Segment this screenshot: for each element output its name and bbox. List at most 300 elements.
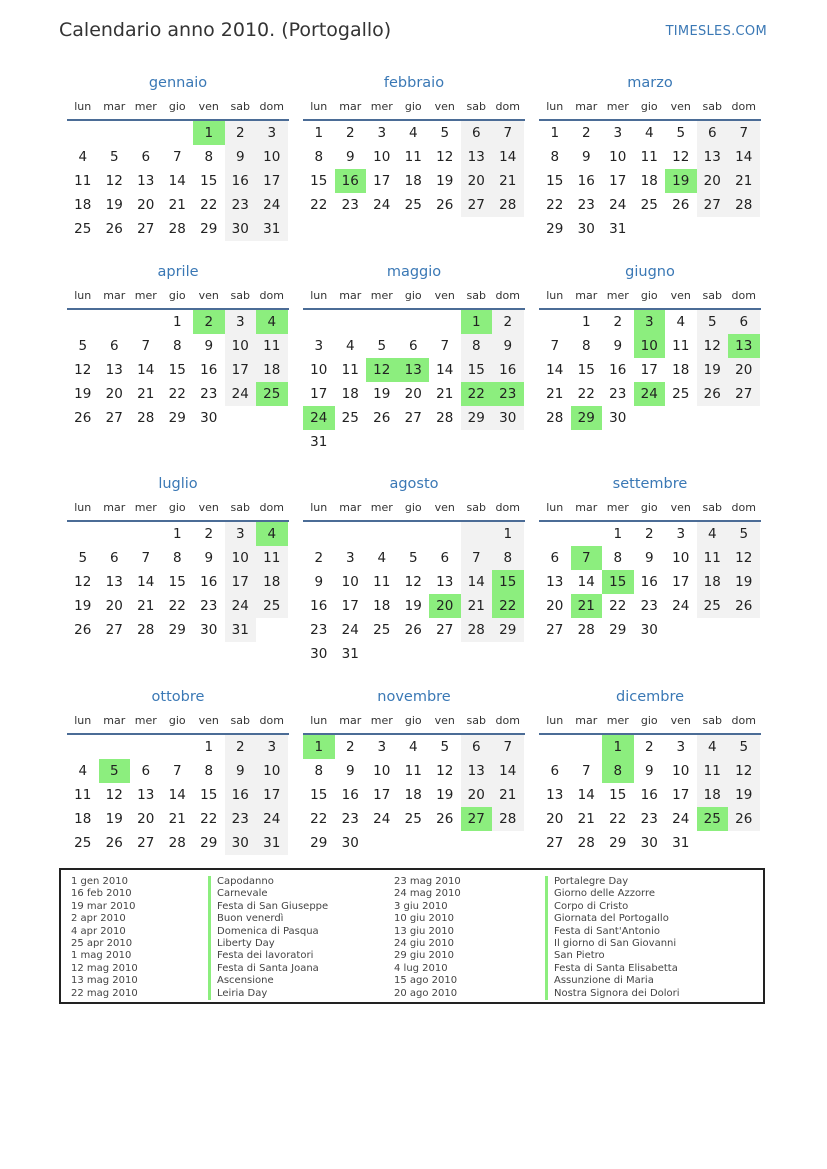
day-cell: 19: [728, 570, 760, 594]
day-cell: 6: [141, 149, 151, 165]
day-cell: 21: [546, 386, 564, 402]
weekday-label: sab: [466, 100, 486, 113]
weekday-header: [67, 709, 289, 735]
empty-cell: [429, 522, 461, 546]
day-cell: 27: [728, 382, 760, 406]
day-cell: 20: [461, 783, 493, 807]
day-cell: 6: [550, 763, 560, 779]
day-cell: 15: [200, 787, 218, 803]
empty-cell: [130, 310, 162, 334]
holiday-day-cell: 16: [335, 169, 367, 193]
day-cell: 17: [373, 787, 391, 803]
day-cell: 12: [728, 759, 760, 783]
day-cell: 4: [377, 550, 387, 566]
day-cell: 4: [78, 149, 88, 165]
holiday-day-cell: 21: [571, 594, 603, 618]
day-cell: 29: [200, 221, 218, 237]
weekday-header: [303, 709, 525, 735]
weekday-label: sab: [702, 289, 722, 302]
day-cell: 20: [461, 169, 493, 193]
day-cell: 23: [341, 811, 359, 827]
holiday-day-cell: 4: [256, 522, 288, 546]
day-grid: [303, 735, 525, 855]
weekday-header: [539, 496, 761, 522]
holiday-day-cell: 25: [697, 807, 729, 831]
day-cell: 13: [105, 362, 123, 378]
day-cell: 21: [168, 197, 186, 213]
empty-cell: [398, 522, 430, 546]
day-cell: 13: [697, 145, 729, 169]
day-cell: 8: [613, 550, 623, 566]
weekday-label: ven: [670, 100, 691, 113]
day-cell: 17: [341, 598, 359, 614]
day-cell: 5: [676, 125, 686, 141]
legend-date: 4 apr 2010: [71, 925, 126, 937]
day-cell: 9: [204, 550, 214, 566]
holiday-day-cell: 20: [429, 594, 461, 618]
day-cell: 7: [550, 338, 560, 354]
day-grid: [539, 735, 761, 855]
legend-holiday-name: Capodanno: [208, 876, 328, 888]
day-cell: 2: [613, 314, 623, 330]
legend-holiday-name: Corpo di Cristo: [545, 901, 680, 913]
day-cell: 20: [137, 811, 155, 827]
legend-date: 1 gen 2010: [71, 876, 129, 887]
day-grid: [303, 522, 525, 666]
holiday-day-cell: 24: [634, 382, 666, 406]
day-cell: 27: [137, 221, 155, 237]
day-cell: 8: [172, 338, 182, 354]
day-cell: 7: [728, 121, 760, 145]
day-cell: 23: [225, 193, 257, 217]
day-cell: 7: [141, 338, 151, 354]
weekday-label: mar: [339, 501, 362, 514]
day-cell: 17: [672, 574, 690, 590]
day-cell: 15: [310, 787, 328, 803]
legend-holiday-name: Il giorno di San Giovanni: [545, 938, 680, 950]
day-cell: 4: [644, 125, 654, 141]
day-cell: 14: [436, 362, 454, 378]
day-cell: 2: [345, 125, 355, 141]
weekday-label: ven: [198, 100, 219, 113]
weekday-label: gio: [404, 714, 422, 727]
weekday-label: gio: [168, 501, 186, 514]
day-cell: 10: [225, 334, 257, 358]
day-cell: 26: [672, 197, 690, 213]
day-cell: 28: [168, 835, 186, 851]
day-grid: [539, 310, 761, 430]
day-cell: 7: [581, 763, 591, 779]
weekday-label: lun: [74, 100, 92, 113]
holiday-day-cell: 15: [602, 570, 634, 594]
day-cell: 26: [105, 835, 123, 851]
legend-date: 12 mag 2010: [71, 962, 138, 974]
day-cell: 11: [404, 149, 422, 165]
day-cell: 3: [225, 522, 257, 546]
day-cell: 23: [640, 598, 658, 614]
day-cell: 20: [404, 386, 422, 402]
holiday-day-cell: 29: [571, 406, 603, 430]
day-cell: 13: [461, 145, 493, 169]
day-cell: 24: [225, 594, 257, 618]
day-cell: 28: [577, 835, 595, 851]
day-cell: 24: [256, 807, 288, 831]
day-cell: 30: [577, 221, 595, 237]
day-cell: 10: [256, 145, 288, 169]
day-grid: [539, 522, 761, 642]
empty-cell: [67, 121, 99, 145]
day-cell: 15: [546, 173, 564, 189]
legend-holiday-name: Festa di Santa Elisabetta: [545, 963, 680, 975]
legend-holiday-name: Buon venerdì: [208, 913, 328, 925]
weekday-label: lun: [546, 714, 564, 727]
day-cell: 19: [436, 787, 454, 803]
day-cell: 9: [644, 763, 654, 779]
day-cell: 23: [310, 622, 328, 638]
month-title: maggio: [386, 264, 442, 280]
legend-holiday-name: Festa di Sant'Antonio: [545, 926, 680, 938]
day-cell: 10: [373, 149, 391, 165]
day-cell: 26: [74, 622, 92, 638]
legend-names-right: [545, 876, 680, 1000]
day-cell: 24: [341, 622, 359, 638]
day-cell: 23: [200, 386, 218, 402]
day-cell: 3: [345, 550, 355, 566]
day-cell: 21: [137, 386, 155, 402]
holiday-day-cell: 22: [461, 382, 493, 406]
day-cell: 25: [697, 594, 729, 618]
day-cell: 1: [204, 739, 214, 755]
day-cell: 19: [105, 811, 123, 827]
day-cell: 18: [640, 173, 658, 189]
day-cell: 22: [577, 386, 595, 402]
weekday-label: ven: [670, 714, 691, 727]
month-maggio: [303, 262, 525, 454]
day-cell: 14: [137, 574, 155, 590]
day-grid: [303, 310, 525, 454]
day-cell: 15: [168, 574, 186, 590]
day-cell: 19: [404, 598, 422, 614]
empty-cell: [429, 310, 461, 334]
day-cell: 31: [341, 646, 359, 662]
weekday-label: dom: [259, 100, 284, 113]
weekday-label: mar: [575, 100, 598, 113]
weekday-label: ven: [670, 289, 691, 302]
weekday-label: gio: [168, 714, 186, 727]
day-cell: 12: [105, 173, 123, 189]
weekday-header: [67, 496, 289, 522]
day-cell: 5: [728, 522, 760, 546]
weekday-label: dom: [495, 501, 520, 514]
day-cell: 27: [461, 193, 493, 217]
weekday-label: mer: [606, 501, 629, 514]
day-cell: 21: [461, 594, 493, 618]
month-title: aprile: [157, 264, 199, 280]
day-cell: 20: [105, 598, 123, 614]
weekday-header: [67, 284, 289, 310]
day-cell: 24: [256, 193, 288, 217]
month-title: agosto: [389, 476, 439, 492]
day-cell: 15: [310, 173, 328, 189]
weekday-label: sab: [230, 501, 250, 514]
day-cell: 8: [314, 763, 324, 779]
day-cell: 3: [613, 125, 623, 141]
day-cell: 22: [200, 197, 218, 213]
day-cell: 9: [613, 338, 623, 354]
day-cell: 24: [225, 382, 257, 406]
legend-date: 10 giu 2010: [394, 913, 454, 925]
day-cell: 21: [168, 811, 186, 827]
empty-cell: [162, 735, 194, 759]
month-title: marzo: [627, 75, 673, 91]
day-cell: 4: [408, 739, 418, 755]
day-cell: 7: [172, 763, 182, 779]
day-cell: 15: [461, 358, 493, 382]
day-cell: 27: [697, 193, 729, 217]
day-cell: 11: [697, 546, 729, 570]
day-cell: 21: [436, 386, 454, 402]
weekday-label: gio: [640, 501, 658, 514]
legend-holiday-name: San Pietro: [545, 950, 680, 962]
weekday-label: ven: [198, 289, 219, 302]
day-cell: 30: [609, 410, 627, 426]
day-cell: 18: [256, 570, 288, 594]
day-cell: 30: [225, 217, 257, 241]
day-cell: 14: [546, 362, 564, 378]
day-cell: 29: [609, 835, 627, 851]
day-cell: 27: [137, 835, 155, 851]
day-cell: 2: [644, 739, 654, 755]
day-cell: 7: [172, 149, 182, 165]
weekday-label: gio: [404, 501, 422, 514]
month-marzo: [539, 73, 761, 241]
month-title: febbraio: [383, 75, 445, 91]
legend-holiday-name: Festa di San Giuseppe: [208, 901, 328, 913]
day-cell: 20: [728, 358, 760, 382]
weekday-header: [303, 496, 525, 522]
holiday-day-cell: 1: [193, 121, 225, 145]
day-cell: 6: [440, 550, 450, 566]
weekday-label: gio: [640, 714, 658, 727]
weekday-label: ven: [434, 289, 455, 302]
day-cell: 25: [74, 835, 92, 851]
day-grid: [67, 310, 289, 430]
day-cell: 1: [314, 125, 324, 141]
day-cell: 11: [74, 173, 92, 189]
day-cell: 14: [577, 574, 595, 590]
day-cell: 12: [697, 334, 729, 358]
day-cell: 29: [168, 622, 186, 638]
legend-date: 4 lug 2010: [394, 962, 448, 974]
day-cell: 28: [546, 410, 564, 426]
day-cell: 13: [546, 574, 564, 590]
day-cell: 30: [640, 622, 658, 638]
empty-cell: [67, 522, 99, 546]
day-cell: 26: [105, 221, 123, 237]
day-cell: 10: [225, 546, 257, 570]
day-grid: [67, 121, 289, 241]
day-cell: 12: [74, 574, 92, 590]
day-cell: 13: [461, 759, 493, 783]
empty-cell: [539, 522, 571, 546]
day-cell: 17: [256, 169, 288, 193]
empty-cell: [130, 522, 162, 546]
legend-date: 16 feb 2010: [71, 888, 132, 900]
day-cell: 27: [105, 410, 123, 426]
day-cell: 19: [373, 386, 391, 402]
day-cell: 22: [609, 598, 627, 614]
day-cell: 20: [546, 598, 564, 614]
empty-cell: [539, 310, 571, 334]
day-cell: 2: [225, 735, 257, 759]
legend-names-left: [208, 876, 328, 1000]
day-cell: 12: [105, 787, 123, 803]
day-cell: 28: [492, 807, 524, 831]
weekday-label: mar: [575, 289, 598, 302]
empty-cell: [335, 310, 367, 334]
day-cell: 12: [728, 546, 760, 570]
day-cell: 18: [672, 362, 690, 378]
day-cell: 30: [492, 406, 524, 430]
legend-date: 22 mag 2010: [71, 987, 138, 999]
day-cell: 18: [697, 783, 729, 807]
day-cell: 5: [109, 149, 119, 165]
legend-date: 20 ago 2010: [394, 987, 458, 999]
day-cell: 6: [461, 735, 493, 759]
day-cell: 8: [550, 149, 560, 165]
weekday-label: mer: [134, 714, 157, 727]
day-cell: 23: [225, 807, 257, 831]
day-cell: 27: [404, 410, 422, 426]
day-cell: 6: [141, 763, 151, 779]
weekday-label: gio: [640, 100, 658, 113]
weekday-label: mar: [103, 714, 126, 727]
day-cell: 19: [697, 358, 729, 382]
day-cell: 26: [436, 811, 454, 827]
holiday-day-cell: 5: [99, 759, 131, 783]
weekday-label: sab: [466, 714, 486, 727]
day-cell: 25: [404, 811, 422, 827]
day-cell: 14: [461, 570, 493, 594]
day-cell: 18: [74, 811, 92, 827]
month-title: ottobre: [151, 689, 205, 705]
day-cell: 5: [408, 550, 418, 566]
day-cell: 16: [640, 787, 658, 803]
weekday-label: sab: [702, 100, 722, 113]
day-cell: 28: [577, 622, 595, 638]
day-cell: 22: [310, 197, 328, 213]
day-cell: 19: [728, 783, 760, 807]
holiday-day-cell: 13: [398, 358, 430, 382]
month-febbraio: [303, 73, 525, 217]
day-cell: 12: [436, 149, 454, 165]
day-cell: 9: [345, 763, 355, 779]
day-cell: 19: [74, 598, 92, 614]
empty-cell: [162, 121, 194, 145]
day-grid: [303, 121, 525, 217]
holiday-day-cell: 12: [366, 358, 398, 382]
weekday-label: mer: [606, 714, 629, 727]
day-cell: 18: [697, 570, 729, 594]
empty-cell: [366, 310, 398, 334]
day-cell: 8: [204, 149, 214, 165]
day-cell: 10: [310, 362, 328, 378]
day-cell: 17: [640, 362, 658, 378]
day-cell: 24: [373, 197, 391, 213]
brand-logo[interactable]: TIMESLES.COM: [665, 24, 767, 39]
holiday-day-cell: 23: [492, 382, 524, 406]
day-cell: 2: [204, 526, 214, 542]
day-cell: 17: [225, 570, 257, 594]
month-gennaio: [67, 73, 289, 241]
day-cell: 25: [672, 386, 690, 402]
day-cell: 19: [105, 197, 123, 213]
day-cell: 9: [581, 149, 591, 165]
day-grid: [67, 522, 289, 642]
holiday-day-cell: 7: [571, 546, 603, 570]
day-cell: 30: [310, 646, 328, 662]
day-cell: 19: [74, 386, 92, 402]
day-cell: 16: [640, 574, 658, 590]
day-cell: 11: [256, 334, 288, 358]
day-cell: 7: [440, 338, 450, 354]
day-cell: 16: [577, 173, 595, 189]
day-cell: 14: [492, 145, 524, 169]
weekday-label: sab: [230, 100, 250, 113]
empty-cell: [539, 735, 571, 759]
day-cell: 4: [78, 763, 88, 779]
empty-cell: [303, 310, 335, 334]
day-cell: 28: [168, 221, 186, 237]
holiday-day-cell: 15: [492, 570, 524, 594]
weekday-label: dom: [495, 289, 520, 302]
day-cell: 22: [310, 811, 328, 827]
empty-cell: [335, 522, 367, 546]
day-cell: 29: [310, 835, 328, 851]
day-cell: 2: [644, 526, 654, 542]
month-title: novembre: [377, 689, 451, 705]
weekday-label: gio: [168, 289, 186, 302]
day-cell: 5: [78, 550, 88, 566]
day-cell: 13: [436, 574, 454, 590]
weekday-label: mar: [339, 100, 362, 113]
day-cell: 10: [256, 759, 288, 783]
day-cell: 13: [105, 574, 123, 590]
day-cell: 28: [137, 622, 155, 638]
weekday-label: mer: [370, 289, 393, 302]
empty-cell: [303, 522, 335, 546]
day-cell: 9: [314, 574, 324, 590]
day-cell: 18: [373, 598, 391, 614]
day-cell: 23: [341, 197, 359, 213]
day-cell: 17: [672, 787, 690, 803]
day-cell: 6: [408, 338, 418, 354]
month-luglio: [67, 474, 289, 642]
day-cell: 25: [640, 197, 658, 213]
day-cell: 26: [436, 197, 454, 213]
weekday-label: mar: [103, 289, 126, 302]
day-cell: 24: [609, 197, 627, 213]
day-cell: 6: [697, 121, 729, 145]
holiday-legend: [59, 868, 765, 1004]
holiday-day-cell: 24: [303, 406, 335, 430]
day-cell: 9: [492, 334, 524, 358]
day-cell: 28: [728, 193, 760, 217]
day-cell: 20: [697, 169, 729, 193]
day-cell: 1: [172, 526, 182, 542]
day-cell: 13: [546, 787, 564, 803]
day-cell: 3: [314, 338, 324, 354]
